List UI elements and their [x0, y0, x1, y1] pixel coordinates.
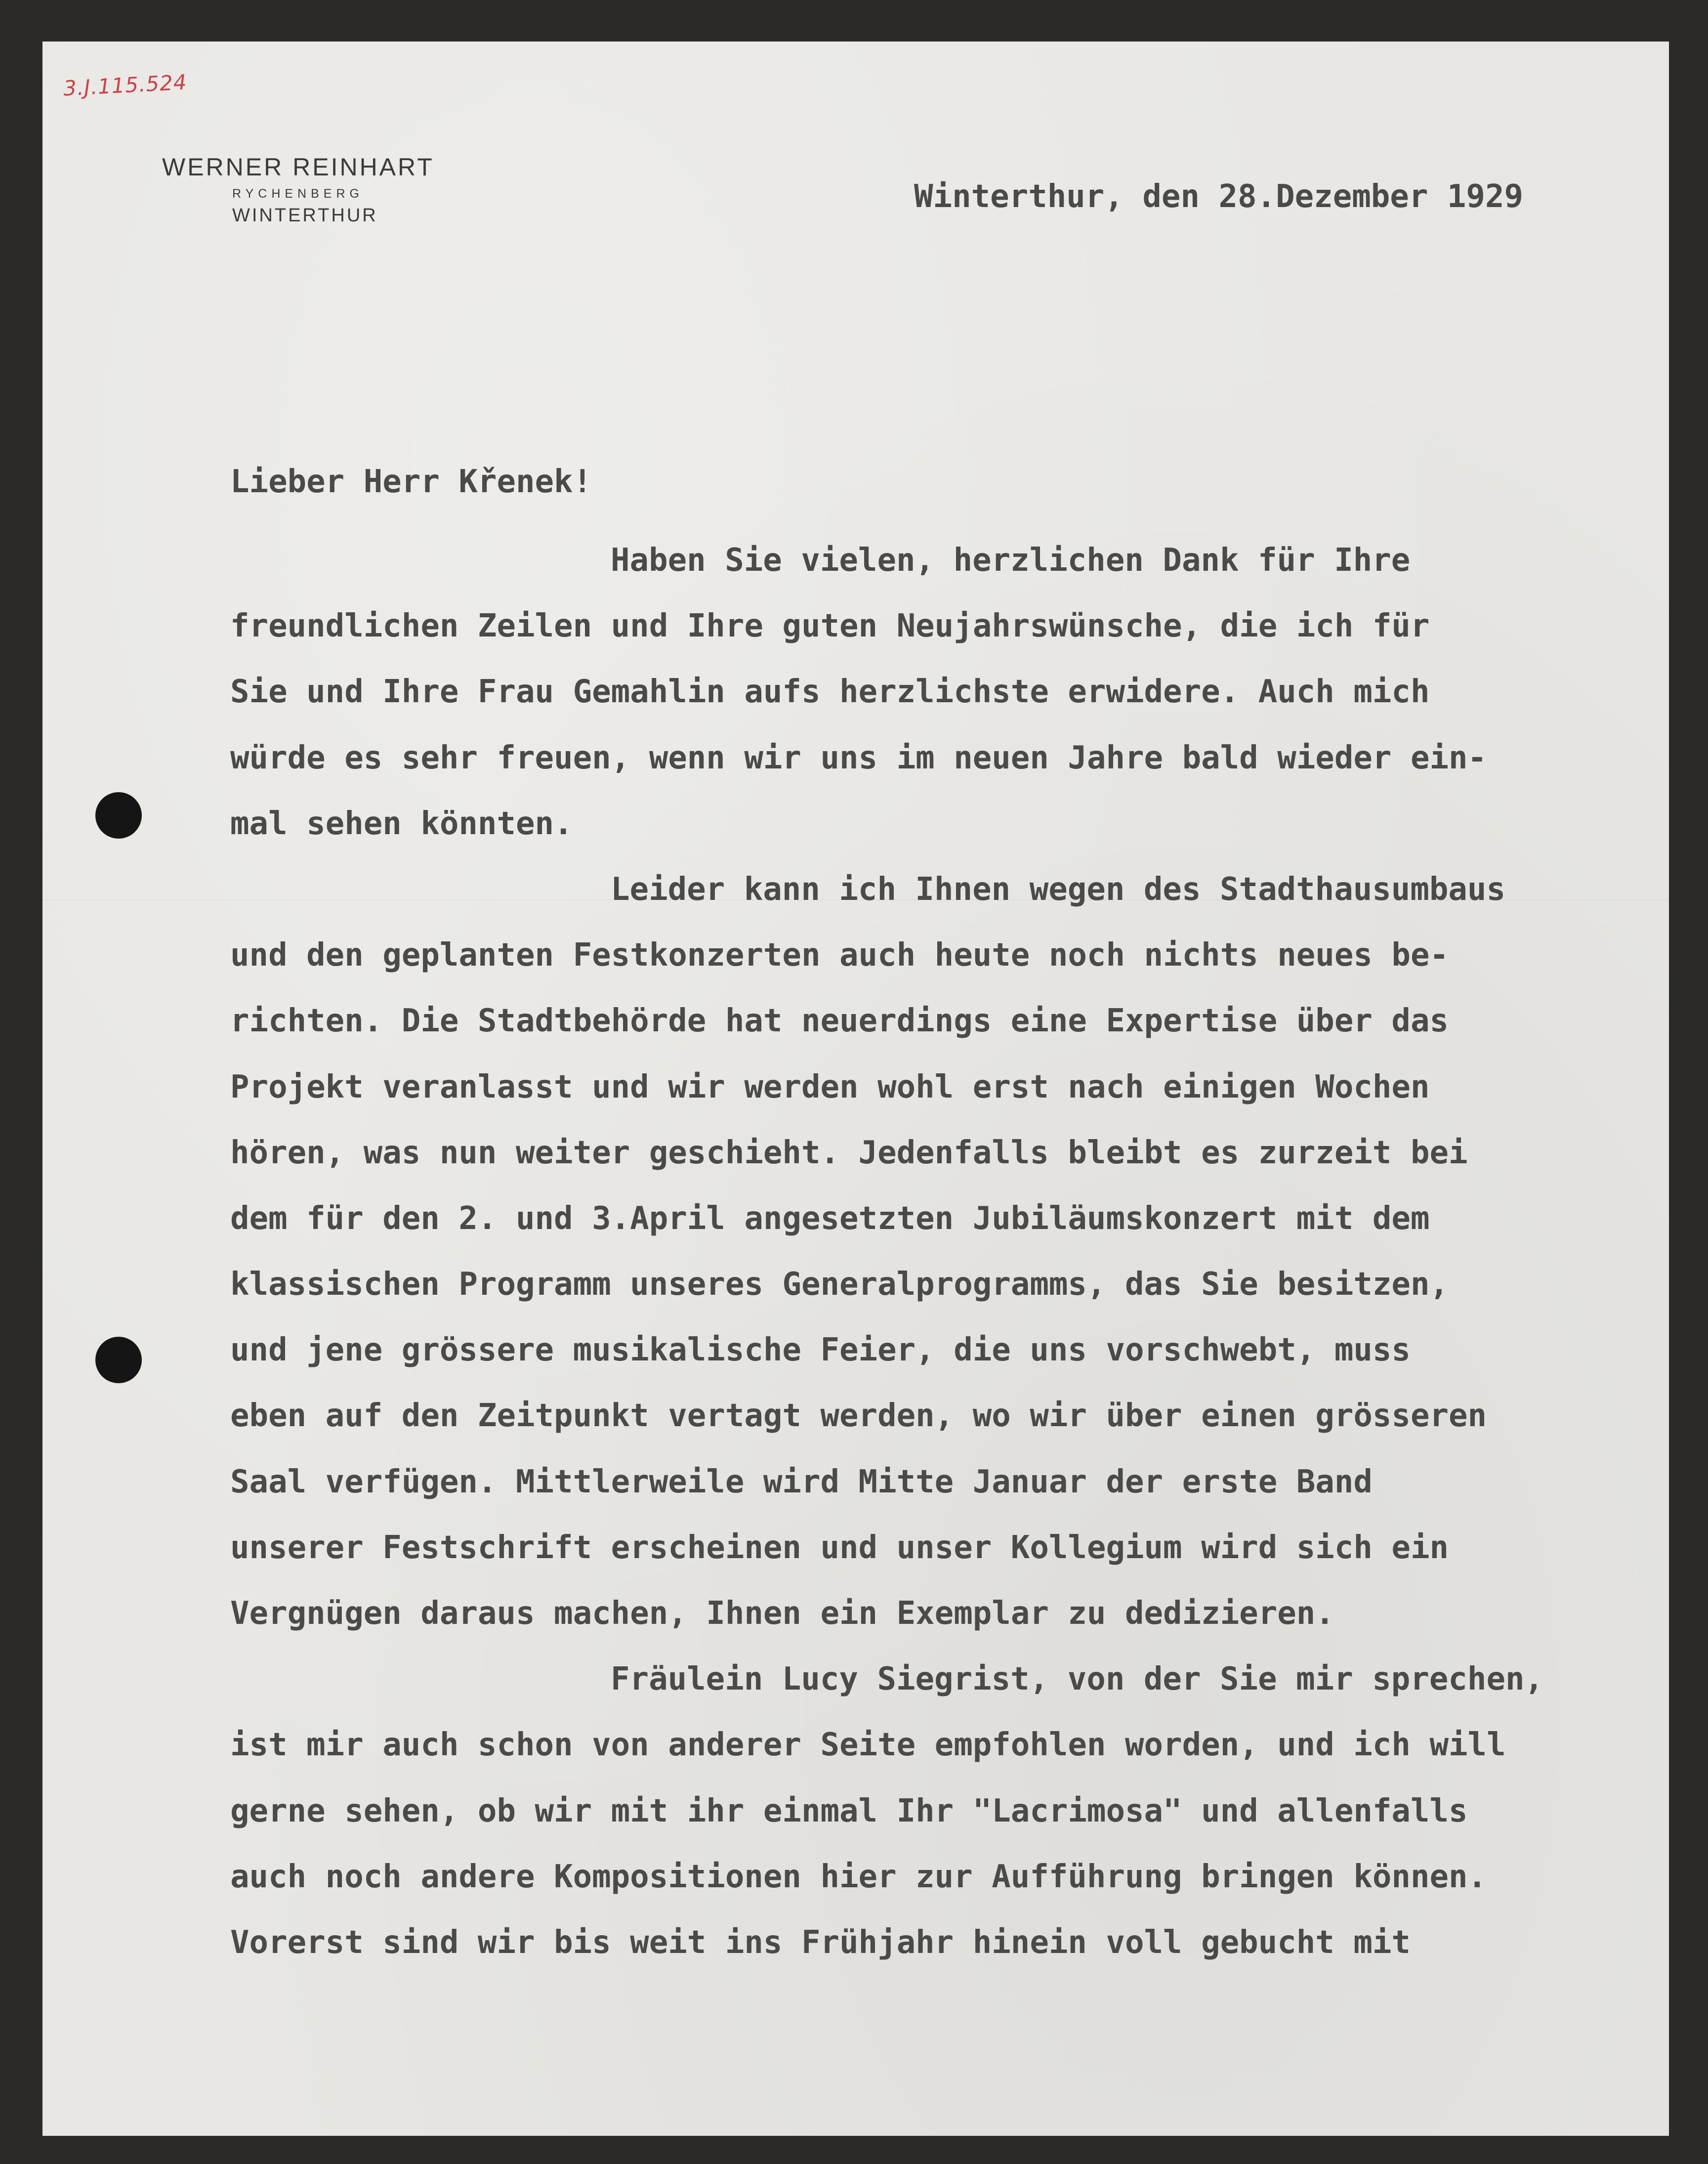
body-line: klassischen Programm unseres Generalprogramms, das Sie besitzen, [230, 1266, 1449, 1303]
body-line: eben auf den Zeitpunkt vertagt werden, wo wir über einen grösseren [230, 1398, 1487, 1435]
body-line: hören, was nun weiter geschieht. Jedenfalls bleibt es zurzeit bei [230, 1134, 1468, 1171]
body-line: Haben Sie vielen, herzlichen Dank für Ihre [611, 542, 1411, 579]
letter-body [230, 528, 1543, 1976]
body-line: ist mir auch schon von anderer Seite empfohlen worden, und ich will [230, 1727, 1506, 1764]
body-line: freundlichen Zeilen und Ihre guten Neujahrswünsche, die ich für [230, 608, 1430, 645]
body-line: Fräulein Lucy Siegrist, von der Sie mir sprechen, [611, 1661, 1544, 1698]
body-line: auch noch andere Kompositionen hier zur Aufführung bringen können. [230, 1858, 1487, 1895]
body-line: Leider kann ich Ihnen wegen des Stadthausumbaus [611, 871, 1505, 908]
body-line: richten. Die Stadtbehörde hat neuerdings eine Expertise über das [230, 1003, 1449, 1040]
letterhead [162, 152, 478, 227]
letterhead-city: WINTERTHUR [232, 205, 378, 226]
punch-hole [95, 792, 142, 839]
letterhead-name: WERNER REINHART [162, 153, 434, 181]
archive-signature-mark: 3.J.115.524 [62, 70, 188, 101]
body-line: Vorerst sind wir bis weit ins Frühjahr hinein voll gebucht mit [230, 1924, 1411, 1961]
date-line: Winterthur, den 28.Dezember 1929 [914, 178, 1523, 215]
body-line: und jene grössere musikalische Feier, die uns vorschwebt, muss [230, 1332, 1411, 1369]
punch-hole [95, 1337, 142, 1383]
body-line: und den geplanten Festkonzerten auch heute noch nichts neues be- [230, 937, 1449, 974]
body-line: mal sehen könnten. [230, 805, 573, 842]
body-line: dem für den 2. und 3.April angesetzten Jubiläumskonzert mit dem [230, 1200, 1430, 1237]
letterhead-street: RYCHENBERG [232, 187, 364, 201]
body-line: Projekt veranlasst und wir werden wohl erst nach einigen Wochen [230, 1068, 1430, 1105]
body-line: Vergnügen daraus machen, Ihnen ein Exemplar zu dedizieren. [230, 1595, 1334, 1632]
body-line: Saal verfügen. Mittlerweile wird Mitte Januar der erste Band [230, 1463, 1373, 1500]
body-line: unserer Festschrift erscheinen und unser Kollegium wird sich ein [230, 1529, 1449, 1566]
body-line: Sie und Ihre Frau Gemahlin aufs herzlichste erwidere. Auch mich [230, 674, 1430, 711]
salutation: Lieber Herr Křenek! [230, 464, 592, 500]
body-line: gerne sehen, ob wir mit ihr einmal Ihr "Lacrimosa" und allenfalls [230, 1792, 1468, 1829]
body-line: würde es sehr freuen, wenn wir uns im neuen Jahre bald wieder ein- [230, 739, 1487, 776]
